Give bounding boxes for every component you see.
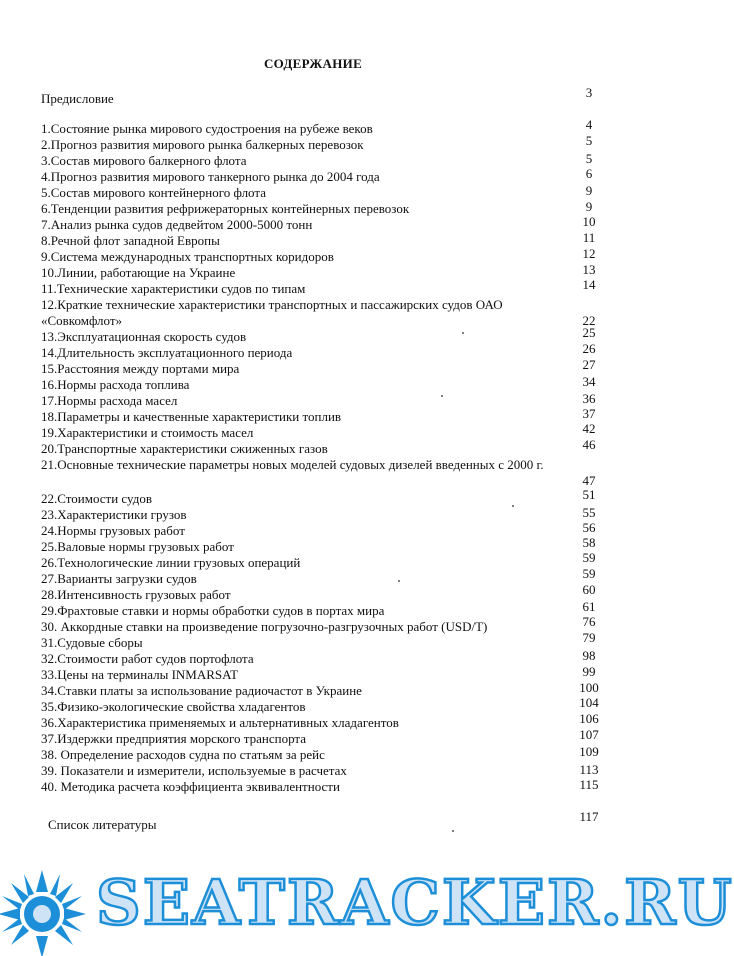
toc-page-number: 22: [582, 313, 596, 328]
toc-page-number: 5: [585, 133, 593, 148]
toc-entry: [0, 341, 626, 361]
toc-entry-label: 38. Определение расходов судна по статьям за рейс: [41, 747, 325, 762]
toc-entry: [0, 457, 626, 488]
toc-entry-references: [0, 809, 626, 833]
toc-entry-label: 37.Издержки предприятия морского транспорта: [41, 731, 307, 746]
toc-page-number: 47: [582, 473, 596, 488]
toc-entry: [0, 507, 626, 523]
toc-page-number: 61: [582, 599, 596, 614]
toc-page-number: 5: [585, 151, 593, 166]
toc-page-number: 6: [585, 166, 593, 181]
toc-page-number: 60: [582, 582, 596, 597]
toc-entry-label: 32.Стоимости работ судов портофлота: [41, 651, 254, 666]
toc-entry-label: 25.Валовые нормы грузовых работ: [41, 539, 234, 554]
toc-entry-label: 17.Нормы расхода масел: [41, 393, 178, 408]
toc-entry: [0, 230, 626, 249]
toc-page-number: 25: [582, 325, 596, 340]
toc-entry: [0, 727, 626, 747]
toc-entry-label: 19.Характеристики и стоимость масел: [41, 425, 254, 440]
toc-entry-label: 35.Физико-экологические свойства хладагентов: [41, 699, 306, 714]
toc-entry-label: 18.Параметры и качественные характеристики топлив: [41, 409, 342, 424]
toc-page-number: 46: [582, 437, 596, 452]
toc-page-number: 37: [582, 406, 596, 421]
sun-logo-icon: [0, 862, 106, 956]
toc-page-number: 117: [579, 809, 599, 824]
toc-entry-label: 6.Тенденции развития рефрижераторных контейнерных перевозок: [41, 201, 410, 216]
toc-entry: [0, 421, 626, 441]
toc-entry-label: Предисловие: [41, 91, 114, 106]
toc-page-number: 109: [579, 744, 599, 759]
toc-entry: [0, 185, 626, 201]
toc-entry-label: 21.Основные технические параметры новых моделей судовых дизелей введенных с 2000 г.: [41, 457, 544, 472]
toc-entry: [0, 357, 626, 377]
toc-entry: [0, 711, 626, 731]
toc-entry-label: 30. Аккордные ставки на произведение погрузочно-разгрузочных работ (USD/T): [41, 619, 488, 634]
scan-speck: [512, 505, 514, 507]
toc-entry: [0, 153, 626, 169]
toc-page-number: 55: [582, 505, 596, 520]
toc-entry-label: 40. Методика расчета коэффициента эквивалентности: [41, 779, 340, 794]
toc-entry: [0, 214, 626, 233]
toc-page-number: 51: [582, 487, 596, 502]
toc-page-number: 106: [579, 711, 599, 726]
toc-entry: [0, 262, 626, 281]
scan-speck: [441, 395, 443, 397]
toc-page-number: 4: [585, 117, 593, 132]
toc-entry: [0, 535, 626, 555]
toc-entry: [0, 133, 626, 153]
toc-entry: [0, 325, 626, 345]
toc-entry: [0, 166, 626, 185]
toc-entry-preface: [0, 85, 626, 107]
toc-page-number: 98: [582, 648, 596, 663]
toc-entry-label: 23.Характеристики грузов: [41, 507, 187, 522]
toc-entry-label: 29.Фрахтовые ставки и нормы обработки судов в портах мира: [41, 603, 385, 618]
toc-entry: [0, 744, 626, 763]
toc-entry-label: 7.Анализ рынка судов дедвейтом 2000-5000 тонн: [41, 217, 313, 232]
toc-entry-label: 1.Состояние рынка мирового судостроения на рубеже веков: [41, 121, 373, 136]
toc-entry: [0, 779, 626, 795]
toc-page-number: 10: [582, 214, 596, 229]
toc-entry-label: 27.Варианты загрузки судов: [41, 571, 197, 586]
toc-entry: [0, 277, 626, 297]
toc-entry: [0, 763, 626, 779]
page-title: СОДЕРЖАНИЕ: [263, 56, 363, 71]
toc-entry: [0, 614, 626, 635]
toc-entry-label: 33.Цены на терминалы INMARSAT: [41, 667, 239, 682]
toc-entry: [0, 520, 626, 539]
toc-page-number: 26: [582, 341, 596, 356]
toc-entry: [0, 487, 626, 507]
toc-entry-label: Список литературы: [48, 817, 157, 832]
toc-page-number: 76: [582, 614, 596, 629]
toc-page-number: 59: [582, 566, 596, 581]
toc-page-number: 107: [579, 727, 599, 742]
toc-page-number: 9: [585, 199, 593, 214]
toc-page-number: 3: [585, 85, 593, 100]
toc-entry: [0, 437, 626, 457]
toc-page-number: 100: [579, 680, 599, 695]
toc-entry: [0, 117, 626, 137]
toc-entry-label: 26.Технологические линии грузовых операций: [41, 555, 301, 570]
toc-page-number: 79: [582, 630, 596, 645]
toc-entry: [0, 664, 626, 683]
toc-entry: [0, 599, 626, 619]
toc-page-number: 34: [582, 374, 596, 389]
scan-speck: [398, 580, 400, 582]
toc-page-number: 13: [582, 262, 596, 277]
toc-page-number: 12: [582, 246, 596, 261]
toc-entry: [0, 550, 626, 571]
toc-page-number: 56: [582, 520, 596, 535]
toc-entry-label: 11.Технические характеристики судов по типам: [41, 281, 306, 296]
toc-entry: [0, 582, 626, 603]
toc-entry-label: 8.Речной флот западной Европы: [41, 233, 220, 248]
toc-entry: [0, 406, 626, 425]
toc-entry-label: 4.Прогноз развития мирового танкерного рынка до 2004 года: [41, 169, 380, 184]
toc-page-number: 59: [582, 550, 596, 565]
scan-speck: [462, 332, 464, 334]
toc-page-number: 9: [585, 183, 593, 198]
toc-entry: [0, 297, 626, 328]
toc-entry-label: 3.Состав мирового балкерного флота: [41, 153, 247, 168]
toc-page-number: 99: [582, 664, 596, 679]
toc-entry: [0, 630, 626, 651]
toc-entry-label: 10.Линии, работающие на Украине: [41, 265, 236, 280]
toc-entry: [0, 566, 626, 587]
toc-entry: [0, 246, 626, 265]
toc-entry-label: 34.Ставки платы за использование радиочастот в Украине: [41, 683, 362, 698]
toc-entry-label: 16.Нормы расхода топлива: [41, 377, 190, 392]
toc-entry-label: 15.Расстояния между портами мира: [41, 361, 240, 376]
toc-entry-label: 22.Стоимости судов: [41, 491, 152, 506]
toc-entry-label: 24.Нормы грузовых работ: [41, 523, 185, 538]
toc-entry: [0, 201, 626, 217]
toc-entry: [0, 648, 626, 667]
toc-entry-label: 31.Судовые сборы: [41, 635, 143, 650]
toc-entry-label: 2.Прогноз развития мирового рынка балкерных перевозок: [41, 137, 364, 152]
toc-entry: [0, 695, 626, 715]
scan-speck: [452, 830, 454, 832]
toc-entry: [0, 374, 626, 393]
toc-entry-label: 20.Транспортные характеристики сжиженных газов: [41, 441, 328, 456]
toc-page-number: 58: [582, 535, 596, 550]
toc-entry-label: 13.Эксплуатационная скорость судов: [41, 329, 247, 344]
toc-page-number: 14: [582, 277, 596, 292]
toc-page-number: 11: [582, 230, 596, 245]
watermark: [0, 858, 734, 952]
toc-entry: [0, 393, 626, 409]
toc-page-number: 36: [582, 391, 596, 406]
toc-entry-label: 9.Система международных транспортных коридоров: [41, 249, 334, 264]
toc-page-number: 115: [579, 777, 599, 792]
toc-entry-label: 14.Длительность эксплуатационного периода: [41, 345, 293, 360]
toc-entry-label: 12.Краткие технические характеристики транспортных и пассажирских судов ОАО «Совкомфлот»: [41, 297, 503, 328]
toc-entry-label: 39. Показатели и измерители, используемые в расчетах: [41, 763, 347, 778]
toc-entry-label: 28.Интенсивность грузовых работ: [41, 587, 231, 602]
toc-entry: [0, 680, 626, 699]
watermark-text: SEATRACKER.RU: [96, 866, 734, 939]
toc-page-number: 104: [579, 695, 599, 710]
toc-entry-label: 5.Состав мирового контейнерного флота: [41, 185, 266, 200]
toc-page-number: 42: [582, 421, 596, 436]
toc-page-number: 27: [582, 357, 596, 372]
toc-page-number: 113: [579, 762, 599, 777]
toc-entry-label: 36.Характеристика применяемых и альтернативных хладагентов: [41, 715, 399, 730]
